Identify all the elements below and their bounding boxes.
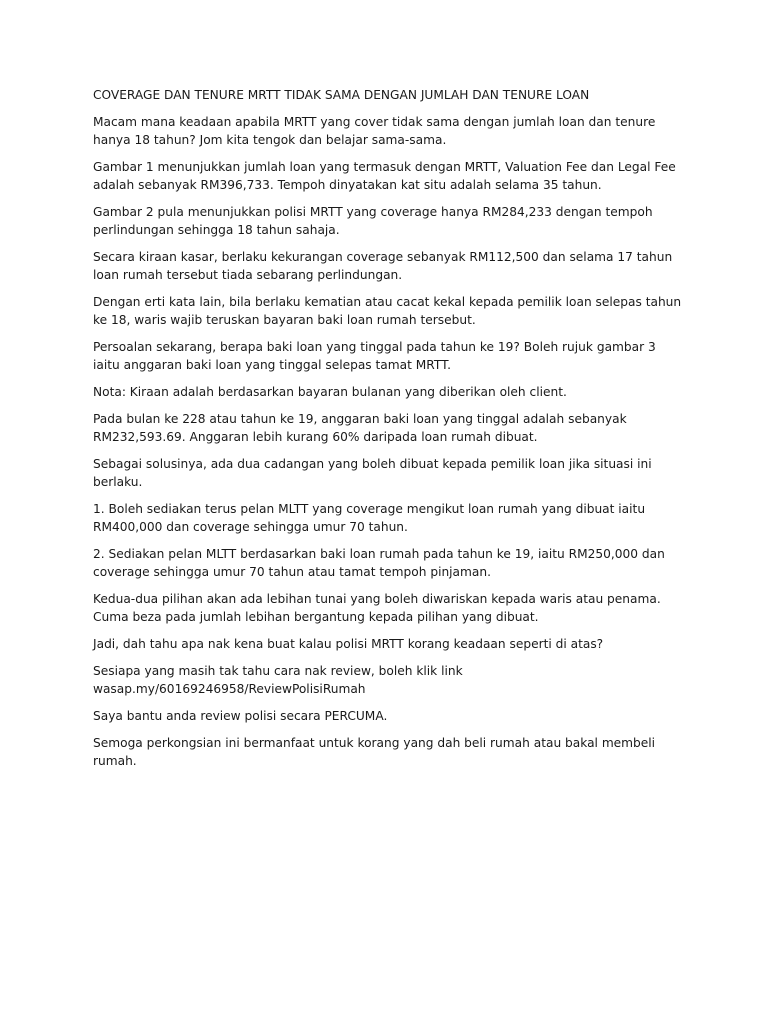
paragraph-bulan-228: Pada bulan ke 228 atau tahun ke 19, anggaran baki loan yang tinggal adalah sebanyak RM232,593.69. Anggaran lebih kurang 60% daripada loan rumah dibuat. (93, 412, 627, 444)
document-title: COVERAGE DAN TENURE MRTT TIDAK SAMA DENGAN JUMLAH DAN TENURE LOAN (93, 88, 590, 102)
paragraph-nota: Nota: Kiraan adalah berdasarkan bayaran bulanan yang diberikan oleh client. (93, 385, 567, 399)
paragraph-erti-kata-lain: Dengan erti kata lain, bila berlaku kematian atau cacat kekal kepada pemilik loan selepas tahun ke 18, waris wajib teruskan bayaran baki loan rumah tersebut. (93, 295, 682, 327)
paragraph-kiraan-kasar: Secara kiraan kasar, berlaku kekurangan coverage sebanyak RM112,500 dan selama 17 tahun loan rumah tersebut tiada sebarang perlindungan. (93, 250, 673, 282)
paragraph-pilihan: Kedua-dua pilihan akan ada lebihan tunai yang boleh diwariskan kepada waris atau penama. Cuma beza pada jumlah lebihan bergantung kepada pilihan yang dibuat. (93, 592, 661, 624)
paragraph-intro: Macam mana keadaan apabila MRTT yang cover tidak sama dengan jumlah loan dan tenure hanya 18 tahun? Jom kita tengok dan belajar sama-sama. (93, 115, 656, 147)
paragraph-percuma: Saya bantu anda review polisi secara PERCUMA. (93, 709, 388, 723)
paragraph-solusi: Sebagai solusinya, ada dua cadangan yang boleh dibuat kepada pemilik loan jika situasi ini berlaku. (93, 457, 652, 489)
paragraph-soalan: Jadi, dah tahu apa nak kena buat kalau polisi MRTT korang keadaan seperti di atas? (93, 637, 604, 651)
paragraph-cadangan-1: 1. Boleh sediakan terus pelan MLTT yang coverage mengikut loan rumah yang dibuat iaitu RM400,000 dan coverage sehingga umur 70 tahun. (93, 502, 646, 534)
review-link-text: wasap.my/60169246958/ReviewPolisiRumah (93, 682, 366, 696)
paragraph-gambar-1: Gambar 1 menunjukkan jumlah loan yang termasuk dengan MRTT, Valuation Fee dan Legal Fee adalah sebanyak RM396,733. Tempoh dinyatakan kat situ adalah selama 35 tahun. (93, 160, 676, 192)
paragraph-persoalan: Persoalan sekarang, berapa baki loan yang tinggal pada tahun ke 19? Boleh rujuk gambar 3 iaitu anggaran baki loan yang tinggal selepas tamat MRTT. (93, 340, 656, 372)
paragraph-review-link-intro: Sesiapa yang masih tak tahu cara nak review, boleh klik link (93, 664, 463, 678)
paragraph-gambar-2: Gambar 2 pula menunjukkan polisi MRTT yang coverage hanya RM284,233 dengan tempoh perlindungan sehingga 18 tahun sahaja. (93, 205, 653, 237)
paragraph-cadangan-2: 2. Sediakan pelan MLTT berdasarkan baki loan rumah pada tahun ke 19, iaitu RM250,000 dan coverage sehingga umur 70 tahun atau tamat tempoh pinjaman. (93, 547, 665, 579)
document-page (93, 86, 683, 779)
paragraph-penutup: Semoga perkongsian ini bermanfaat untuk korang yang dah beli rumah atau bakal membeli rumah. (93, 736, 656, 768)
